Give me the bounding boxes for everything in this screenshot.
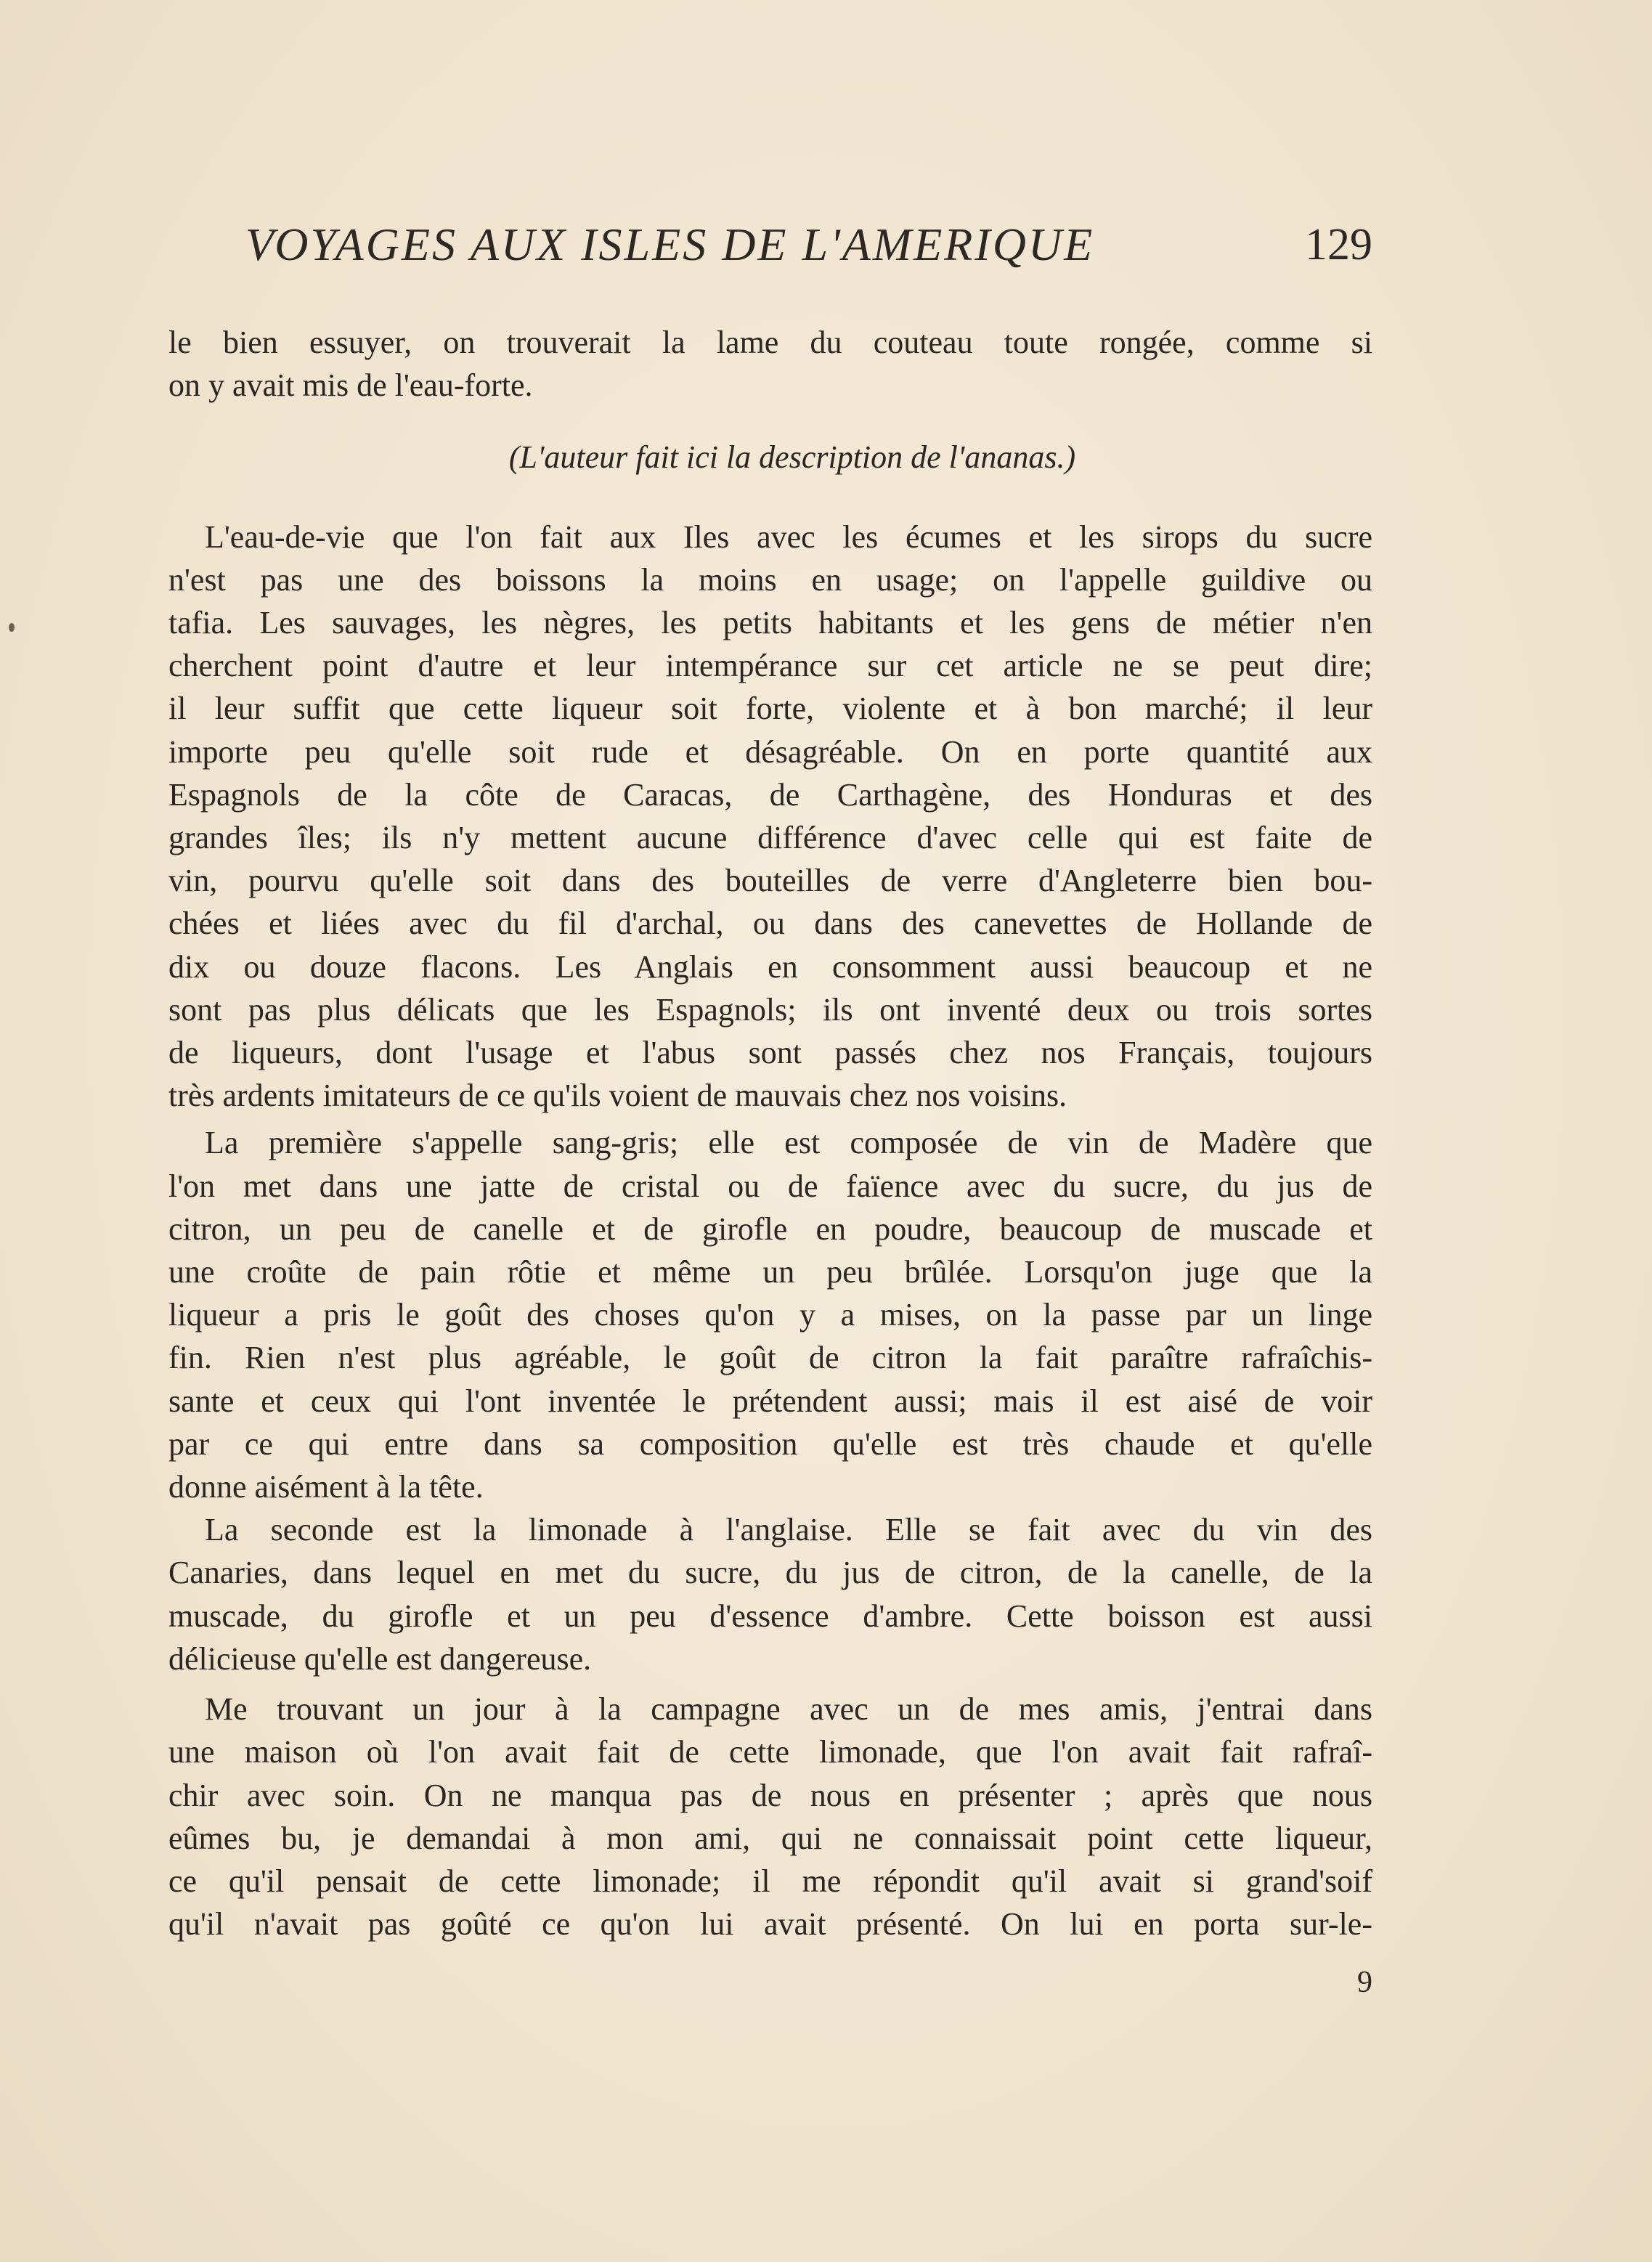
text-line: qu'il n'avait pas goûté ce qu'on lui avait présenté. On lui en porta sur-le-	[168, 1906, 1372, 1942]
paragraph-eau-de-vie	[168, 516, 1372, 1118]
text-line: L'eau-de-vie que l'on fait aux Iles avec les écumes et les sirops du sucre	[205, 518, 1372, 555]
text-line: chées et liées avec du fil d'archal, ou dans des canevettes de Hollande de	[168, 906, 1372, 942]
editorial-note: (L'auteur fait ici la description de l'ananas.)	[508, 439, 1076, 476]
text-line: La première s'appelle sang-gris; elle est composée de vin de Madère que	[205, 1125, 1372, 1161]
text-line: muscade, du girofle et un peu d'essence d'ambre. Cette boisson est aussi	[168, 1598, 1372, 1634]
text-line: importe peu qu'elle soit rude et désagréable. On en porte quantité aux	[168, 733, 1372, 770]
running-title: VOYAGES AUX ISLES DE L'AMERIQUE	[245, 219, 1095, 270]
paragraph-anecdote	[168, 1688, 1372, 1945]
text-line: Canaries, dans lequel en met du sucre, du jus de citron, de la canelle, de la	[168, 1555, 1372, 1591]
text-line: vin, pourvu qu'elle soit dans des bouteilles de verre d'Angleterre bien bou-	[168, 863, 1372, 899]
text-line: n'est pas une des boissons la moins en usage; on l'appelle guildive ou	[168, 561, 1372, 598]
text-line: La seconde est la limonade à l'anglaise. Elle se fait avec du vin des	[205, 1512, 1372, 1548]
text-line: cherchent point d'autre et leur intempérance sur cet article ne se peut dire;	[168, 648, 1372, 684]
text-line: une croûte de pain rôtie et même un peu brûlée. Lorsqu'on juge que la	[168, 1254, 1372, 1290]
text-line: de liqueurs, dont l'usage et l'abus sont passés chez nos Français, toujours	[168, 1035, 1372, 1071]
paragraph-sang-gris	[168, 1121, 1372, 1508]
text-line: le bien essuyer, on trouverait la lame du couteau toute rongée, comme si	[168, 325, 1372, 360]
text-line: grandes îles; ils n'y mettent aucune différence d'avec celle qui est faite de	[168, 820, 1372, 856]
text-line: par ce qui entre dans sa composition qu'elle est très chaude et qu'elle	[168, 1425, 1372, 1462]
paper-speck	[9, 623, 15, 632]
text-line: une maison où l'on avait fait de cette limonade, que l'on avait fait rafraî-	[168, 1734, 1372, 1770]
text-line: sante et ceux qui l'ont inventée le prétendent aussi; mais il est aisé de voir	[168, 1383, 1372, 1419]
text-line: il leur suffit que cette liqueur soit forte, violente et à bon marché; il leur	[168, 691, 1372, 727]
text-line: l'on met dans une jatte de cristal ou de faïence avec du sucre, du jus de	[168, 1168, 1372, 1204]
text-line: tafia. Les sauvages, les nègres, les petits habitants et les gens de métier n'en	[168, 605, 1372, 641]
text-line: fin. Rien n'est plus agréable, le goût de citron la fait paraître rafraîchis-	[168, 1340, 1372, 1376]
text-line: chir avec soin. On ne manqua pas de nous en présenter ; après que nous	[168, 1777, 1372, 1813]
body-text	[168, 321, 1372, 1945]
text-line: Me trouvant un jour à la campagne avec un de mes amis, j'entrai dans	[205, 1691, 1372, 1728]
text-line: liqueur a pris le goût des choses qu'on y a mises, on la passe par un linge	[168, 1297, 1372, 1333]
signature-mark: 9	[1357, 1966, 1372, 1999]
text-line: ce qu'il pensait de cette limonade; il me répondit qu'il avait si grand'soif	[168, 1863, 1372, 1899]
text-line: donne aisément à la tête.	[168, 1469, 484, 1505]
text-line: Espagnols de la côte de Caracas, de Carthagène, des Honduras et des	[168, 776, 1372, 813]
text-line: délicieuse qu'elle est dangereuse.	[168, 1640, 592, 1677]
text-line: dix ou douze flacons. Les Anglais en consomment aussi beaucoup et ne	[168, 948, 1372, 985]
paragraph-limonade	[168, 1508, 1372, 1680]
text-line: on y avait mis de l'eau-forte.	[168, 367, 533, 404]
text-line: citron, un peu de canelle et de girofle en poudre, beaucoup de muscade et	[168, 1211, 1372, 1247]
text-line: très ardents imitateurs de ce qu'ils voient de mauvais chez nos voisins.	[168, 1078, 1067, 1114]
text-line: sont pas plus délicats que les Espagnols; ils ont inventé deux ou trois sortes	[168, 991, 1372, 1028]
folio-number: 129	[1305, 220, 1372, 269]
paragraph-continuation	[168, 321, 1372, 407]
running-header	[245, 218, 1372, 283]
text-line: eûmes bu, je demandai à mon ami, qui ne connaissait point cette liqueur,	[168, 1820, 1372, 1856]
